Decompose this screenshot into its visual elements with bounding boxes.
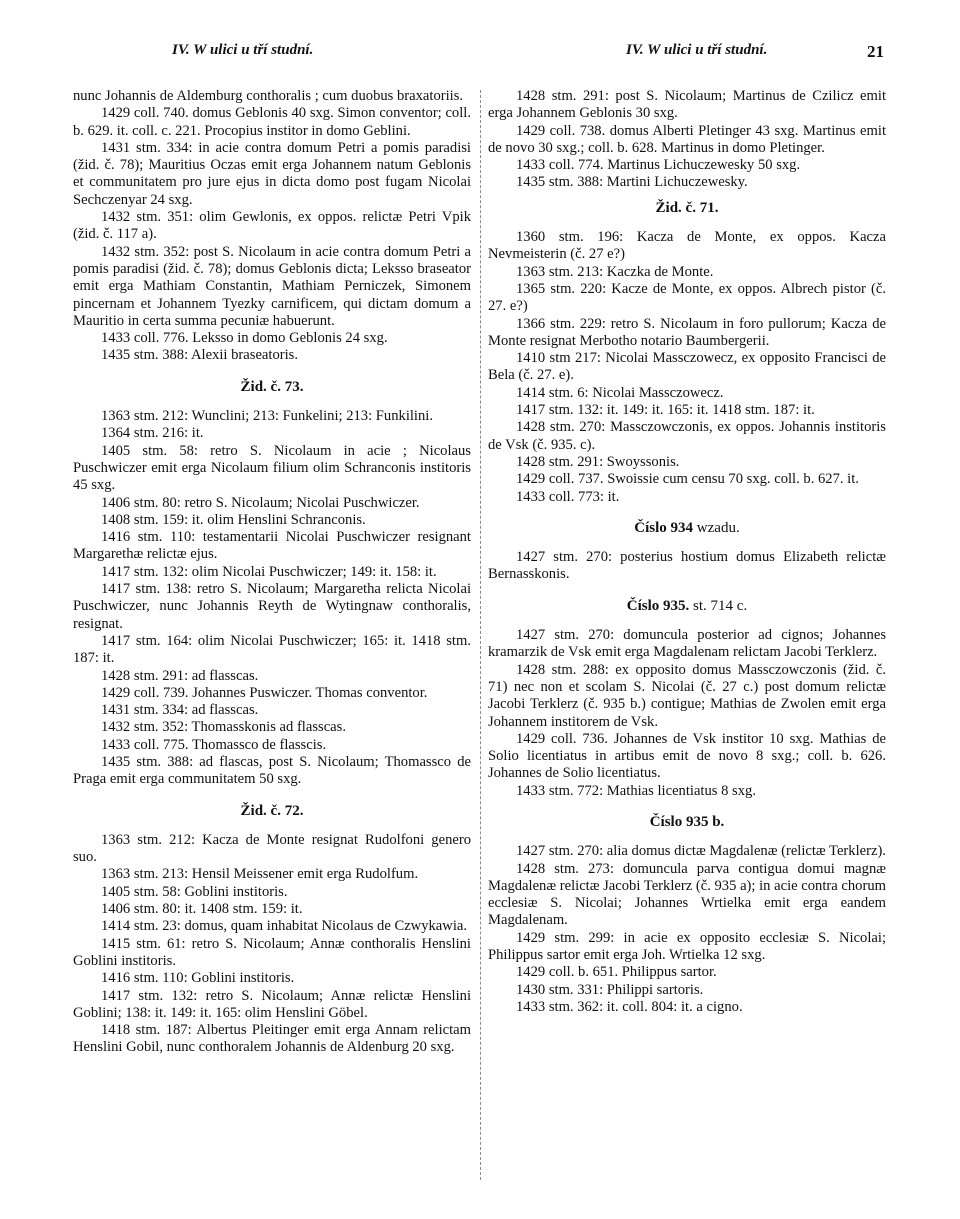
running-header <box>70 42 912 66</box>
record-entry: 1431 stm. 334: in acie contra domum Petri a pomis paradisi (žid. č. 78); Mauritius Oczas emit erga Johannem natum Geblonis et communitatem pro jure ejus in dicta domo post fugam Nicolai Sechczenyar 24 sxg. <box>73 139 471 208</box>
section-heading-title: Číslo 934 <box>634 519 694 536</box>
record-entry: 1365 stm. 220: Kacze de Monte, ex oppos. Albrech pistor (č. 27. e?) <box>488 280 886 315</box>
record-entry: 1415 stm. 61: retro S. Nicolaum; Annæ conthoralis Henslini Goblini institoris. <box>73 935 471 969</box>
record-entry: 1366 stm. 229: retro S. Nicolaum in foro pullorum; Kacza de Monte resignat Merbotho notario Baumbergerii. <box>488 315 886 349</box>
record-entry: 1429 coll. b. 651. Philippus sartor. <box>516 964 717 981</box>
record-entry: 1363 stm. 212: Kacza de Monte resignat Rudolfoni genero suo. <box>73 831 471 866</box>
record-entry: 1417 stm. 132: olim Nicolai Puschwiczer; 149: it. 158: it. <box>101 563 437 580</box>
section-heading-title: Žid. č. 72. <box>240 802 304 819</box>
record-entry: 1428 stm. 273: domuncula parva contigua domui magnæ Magdalenæ relictæ Jacobi Terklerz (č. 935 a); in acie contra chorum ecclesiæ S. Nicolai; Johannes Wrtielka emit erga eandem Magdalenam. <box>488 860 886 929</box>
record-entry: 1435 stm. 388: ad flascas, post S. Nicolaum; Thomassco de Praga emit erga communitatem 50 sxg. <box>73 753 471 788</box>
section-heading <box>488 520 886 537</box>
record-entry: 1428 stm. 291: post S. Nicolaum; Martinus de Czilicz emit erga Johannem Geblonis 30 sxg. <box>488 88 886 122</box>
record-entry: 1428 stm. 291: ad flasscas. <box>101 667 259 684</box>
record-entry: 1417 stm. 138: retro S. Nicolaum; Margaretha relicta Nicolai Puschwiczer, nunc Johannis Reyth de Wytingnaw conthoralis, resignat. <box>73 581 471 632</box>
left-column <box>73 88 471 1057</box>
record-entry: 1418 stm. 187: Albertus Pleitinger emit erga Annam relictam Henslini Gobil, nunc conthoralem Johannis de Aldenburg 20 sxg. <box>73 1022 471 1056</box>
page-number: 21 <box>867 42 884 61</box>
record-entry: 1363 stm. 213: Kaczka de Monte. <box>516 263 714 280</box>
record-entry: 1431 stm. 334: ad flasscas. <box>101 702 259 719</box>
right-column <box>488 88 886 1016</box>
record-entry: 1408 stm. 159: it. olim Henslini Schranconis. <box>101 511 366 528</box>
record-entry: 1405 stm. 58: retro S. Nicolaum in acie ; Nicolaus Puschwiczer emit erga Nicolaum filium olim Schranconis institoris 45 sxg. <box>73 442 471 494</box>
section-heading <box>73 803 471 820</box>
section-heading-title: Žid. č. 71. <box>655 199 719 216</box>
record-entry: 1416 stm. 110: testamentarii Nicolai Puschwiczer resignant Margarethæ relictæ ejus. <box>73 529 471 563</box>
record-entry: 1428 stm. 270: Massczowczonis, ex oppos. Johannis institoris de Vsk (č. 935. c). <box>488 419 886 453</box>
record-entry: 1427 stm. 270: domuncula posterior ad cignos; Johannes kramarzik de Vsk emit erga Magdalenam relictam Jacobi Terklerz. <box>488 627 886 661</box>
record-entry: 1429 coll. 739. Johannes Puswiczer. Thomas conventor. <box>101 684 428 701</box>
record-entry: 1364 stm. 216: it. <box>101 425 204 442</box>
running-title-right: IV. W ulici u tří studní. <box>626 42 768 58</box>
record-entry: 1406 stm. 80: retro S. Nicolaum; Nicolai Puschwiczer. <box>101 494 420 511</box>
record-entry: 1416 stm. 110: Goblini institoris. <box>101 970 295 987</box>
section-heading-suffix: wzadu. <box>696 519 740 536</box>
record-entry: 1429 stm. 299: in acie ex opposito ecclesiæ S. Nicolai; Philippus sartor emit erga Joh. Wrtielka 12 sxg. <box>488 929 886 964</box>
record-entry: 1433 coll. 775. Thomassco de flasscis. <box>101 736 327 753</box>
record-entry: 1433 stm. 362: it. coll. 804: it. a cigno. <box>516 998 743 1015</box>
record-entry: 1363 stm. 213: Hensil Meissener emit erga Rudolfum. <box>101 866 419 883</box>
record-entry: 1428 stm. 288: ex opposito domus Massczowczonis (žid. č. 71) nec non et scolam S. Nicolai (č. 27 c.) post domum relictæ Jacobi Terklerz (č. 935 b.) contigue; Mathias de Zwolen emit erga Johannem institorem de Vsk. <box>488 661 886 730</box>
record-entry: 1433 stm. 772: Mathias licentiatus 8 sxg. <box>516 782 756 799</box>
record-entry: nunc Johannis de Aldemburg conthoralis ; cum duobus braxatoriis. <box>73 88 464 104</box>
record-entry: 1429 coll. 737. Swoissie cum censu 70 sxg. coll. b. 627. it. <box>516 471 859 488</box>
section-heading-title: Číslo 935. <box>626 597 690 614</box>
record-entry: 1417 stm. 132: it. 149: it. 165: it. 1418 stm. 187: it. <box>516 402 815 419</box>
record-entry: 1405 stm. 58: Goblini institoris. <box>101 883 288 900</box>
record-entry: 1435 stm. 388: Martini Lichuczewesky. <box>516 174 748 191</box>
record-entry: 1432 stm. 351: olim Gewlonis, ex oppos. relictæ Petri Vpik (žid. č. 117 a). <box>73 209 471 243</box>
column-divider <box>480 90 481 1180</box>
running-title-left: IV. W ulici u tří studní. <box>172 42 314 58</box>
record-entry: 1410 stm 217: Nicolai Massczowecz, ex opposito Francisci de Bela (č. 27. e). <box>488 350 886 384</box>
record-entry: 1433 coll. 776. Leksso in domo Geblonis 24 sxg. <box>101 330 388 347</box>
section-heading <box>488 598 886 615</box>
record-entry: 1433 coll. 774. Martinus Lichuczewesky 50 sxg. <box>516 157 801 174</box>
record-entry: 1428 stm. 291: Swoyssonis. <box>516 453 680 470</box>
section-heading <box>488 200 886 217</box>
record-entry: 1427 stm. 270: posterius hostium domus Elizabeth relictæ Bernasskonis. <box>488 549 886 583</box>
record-entry: 1432 stm. 352: Thomasskonis ad flasscas. <box>101 719 346 736</box>
record-entry: 1429 coll. 736. Johannes de Vsk institor 10 sxg. Mathias de Solio licentiatus in artibus emit de novo 8 sxg.; coll. b. 626. Johannes de Solio licentiatus. <box>488 730 886 782</box>
record-entry: 1360 stm. 196: Kacza de Monte, ex oppos. Kacza Nevmeisterin (č. 27 e?) <box>488 229 886 263</box>
record-entry: 1417 stm. 164: olim Nicolai Puschwiczer; 165: it. 1418 stm. 187: it. <box>73 632 471 667</box>
section-heading <box>488 814 886 831</box>
record-entry: 1430 stm. 331: Philippi sartoris. <box>516 981 704 998</box>
record-entry: 1417 stm. 132: retro S. Nicolaum; Annæ relictæ Henslini Goblini; 138: it. 149: it. 165: olim Henslini Göbel. <box>73 987 471 1021</box>
section-heading-title: Žid. č. 73. <box>240 378 304 395</box>
section-heading-suffix: st. 714 c. <box>693 597 748 614</box>
record-entry: 1433 coll. 773: it. <box>516 488 620 505</box>
section-heading <box>73 379 471 396</box>
record-entry: 1432 stm. 352: post S. Nicolaum in acie contra domum Petri a pomis paradisi (žid. č. 78); domus Geblonis dicta; Leksso braseator emit erga Mathiam Constantin, Mathiam Perniczek, Simonem pincernam et Johannem Tyezky carnificem, qui dictam domum a Mauritio in certa summa pecuniæ habuerunt. <box>73 243 471 329</box>
record-entry: 1363 stm. 212: Wunclini; 213: Funkelini; 213: Funkilini. <box>101 408 433 425</box>
record-entry: 1406 stm. 80: it. 1408 stm. 159: it. <box>101 901 303 918</box>
record-entry: 1429 coll. 740. domus Geblonis 40 sxg. Simon conventor; coll. b. 629. it. coll. c. 221. Procopius institor in domo Geblini. <box>73 105 471 139</box>
record-entry: 1427 stm. 270: alia domus dictæ Magdalenæ (relictæ Terklerz). <box>516 843 886 860</box>
record-entry: 1435 stm. 388: Alexii braseatoris. <box>101 347 298 364</box>
record-entry: 1414 stm. 6: Nicolai Massczowecz. <box>516 384 724 401</box>
record-entry: 1429 coll. 738. domus Alberti Pletinger 43 sxg. Martinus emit de novo 30 sxg.; coll. b. 628. Martinus in domo Pletinger. <box>488 122 886 156</box>
section-heading-title: Číslo 935 b. <box>649 813 725 830</box>
record-entry: 1414 stm. 23: domus, quam inhabitat Nicolaus de Czwykawia. <box>101 918 468 935</box>
